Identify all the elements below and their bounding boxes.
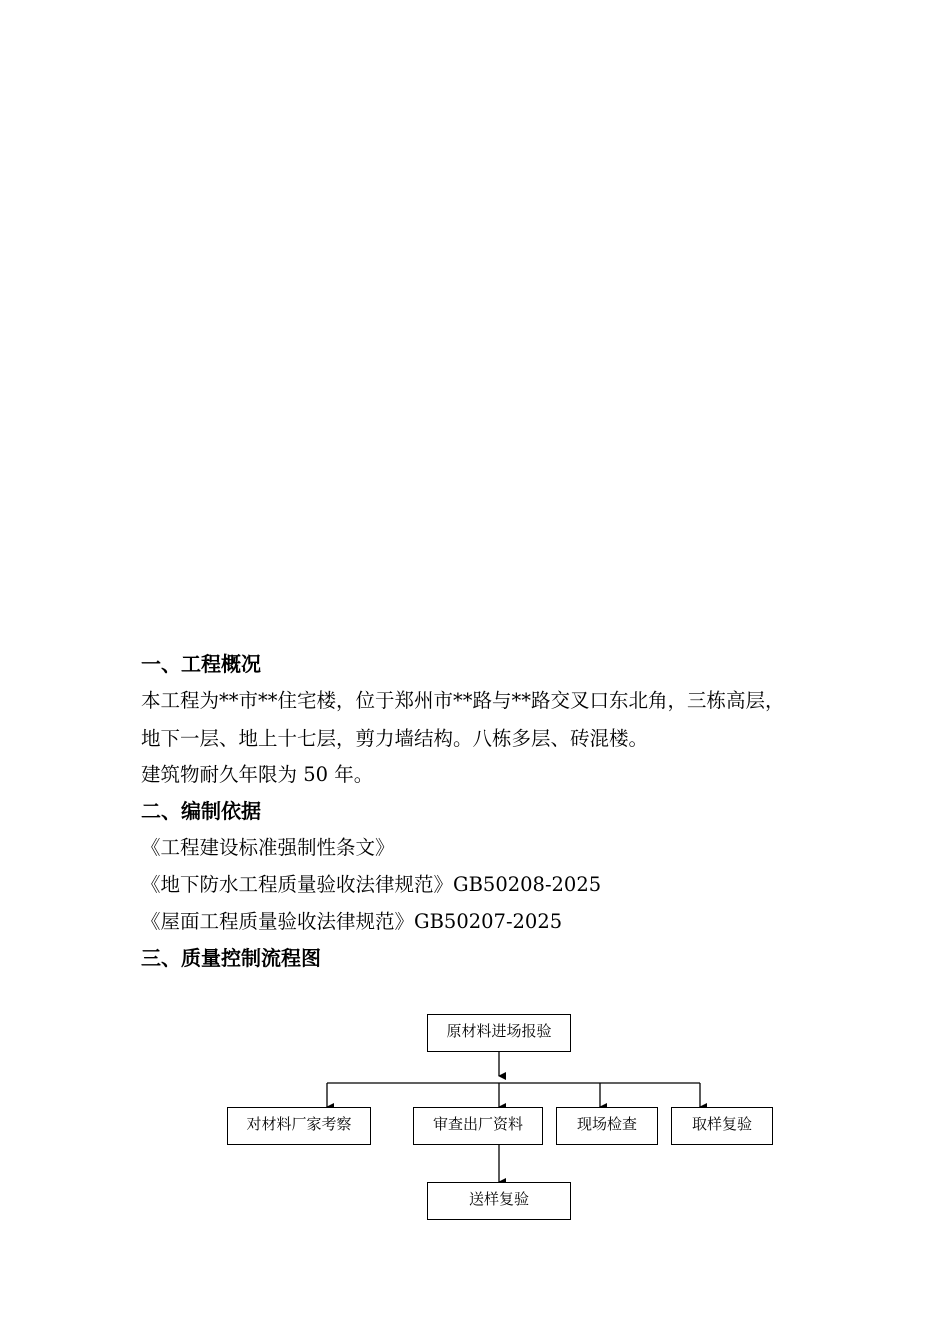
basis-line-1: 《工程建设标准强制性条文》 [141,836,395,859]
flow-node-branch-1: 对材料厂家考察 [227,1107,371,1145]
section-heading-overview: 一、工程概况 [141,652,261,676]
flow-node-top: 原材料进场报验 [427,1014,571,1052]
flow-node-branch-2: 审查出厂资料 [413,1107,543,1145]
overview-line-1: 本工程为**市**住宅楼，位于郑州市**路与**路交叉口东北角，三栋高层， [141,689,785,712]
overview-line-2: 地下一层、地上十七层，剪力墙结构。八栋多层、砖混楼。 [141,727,649,750]
flow-node-branch-4: 取样复验 [671,1107,773,1145]
section-heading-basis: 二、编制依据 [141,799,261,823]
flow-node-bottom: 送样复验 [427,1182,571,1220]
section-heading-flowchart: 三、质量控制流程图 [141,946,321,970]
basis-line-3: 《屋面工程质量验收法律规范》GB50207-2025 [141,910,563,933]
flow-node-branch-3: 现场检查 [556,1107,658,1145]
overview-line-3: 建筑物耐久年限为 50 年。 [141,763,374,786]
basis-line-2: 《地下防水工程质量验收法律规范》GB50208-2025 [141,873,602,896]
